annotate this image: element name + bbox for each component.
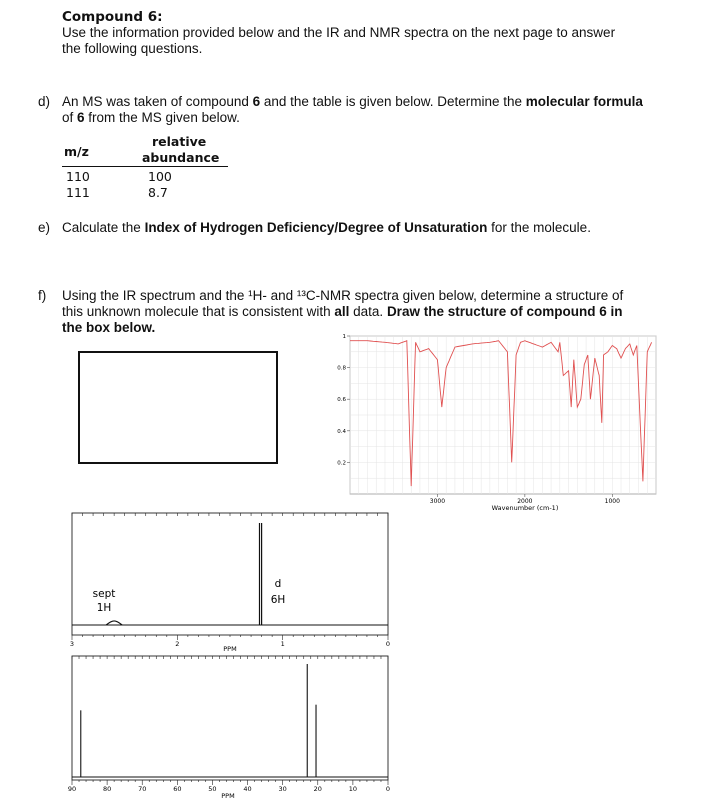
ir-x-tick-label: 3000 — [429, 498, 446, 505]
compound-title: Compound 6: — [62, 9, 163, 25]
ms-table-rule — [62, 166, 228, 167]
c-nmr-chart — [60, 650, 400, 810]
h-nmr-label-sept: sept — [92, 588, 116, 600]
intro-line-1: Use the information provided below and the IR and NMR spectra on the next page to answer — [62, 25, 616, 40]
question-d-line-1: An MS was taken of compound 6 and the table is given below. Determine the molecular formula — [62, 94, 643, 109]
ms-col-header-abundance: abundance — [142, 150, 220, 165]
question-e-text: Calculate the Index of Hydrogen Deficiency/Degree of Unsaturation for the molecule. — [62, 220, 591, 235]
ir-spectrum-chart — [320, 328, 660, 518]
ms-col-header-relative: relative — [152, 134, 207, 149]
c-nmr-tick-label: 30 — [278, 785, 287, 793]
ms-col-header-mz: m/z — [64, 144, 89, 159]
structure-answer-box[interactable] — [78, 351, 278, 464]
ms-row-mz: 110 — [66, 169, 90, 184]
c-nmr-tick-label: 90 — [67, 785, 77, 793]
question-f-line-1: Using the IR spectrum and the ¹H- and ¹³C-NMR spectra given below, determine a structure of — [62, 288, 624, 303]
ir-x-tick-label: 2000 — [517, 498, 533, 505]
question-e-letter: e) — [38, 220, 51, 235]
question-f-line-2: this unknown molecule that is consistent with all data. Draw the structure of compound 6 in — [62, 304, 623, 319]
c-nmr-tick-label: 60 — [173, 785, 182, 793]
intro-line-2: the following questions. — [62, 41, 203, 56]
ir-y-tick-label: 0.2 — [337, 460, 346, 467]
h-nmr-label-d: d — [274, 578, 282, 590]
c-nmr-ticks — [68, 656, 390, 793]
ms-row-mz: 111 — [66, 185, 90, 200]
h-nmr-tick-label: 2 — [175, 640, 180, 648]
c-nmr-tick-label: 20 — [313, 785, 322, 793]
h-nmr-tick-label: 1 — [280, 640, 285, 648]
c-nmr-tick-label: 70 — [138, 785, 147, 793]
ir-series-line — [350, 341, 652, 486]
c-nmr-tick-label: 80 — [102, 785, 112, 793]
h-nmr-peaks — [259, 523, 261, 625]
ms-row-abundance: 100 — [148, 169, 172, 184]
h-nmr-integration-1h: 1H — [96, 602, 112, 614]
h-nmr-ticks — [70, 513, 390, 648]
question-f-line-3: the box below. — [62, 320, 156, 335]
h-nmr-tick-label: 3 — [69, 640, 75, 648]
c-nmr-tick-label: 10 — [348, 785, 358, 793]
h-nmr-peak-sept — [106, 621, 122, 625]
ir-y-tick-label: 0.4 — [337, 428, 346, 435]
c-nmr-tick-label: 0 — [385, 785, 391, 793]
ms-row-abundance: 8.7 — [148, 185, 168, 200]
question-d-line-2: of 6 from the MS given below. — [62, 110, 240, 125]
ir-x-axis-label: Wavenumber (cm-1) — [491, 504, 559, 512]
h-nmr-x-axis-label: PPM — [223, 645, 237, 653]
c-nmr-tick-label: 40 — [243, 785, 252, 793]
ir-y-tick-label: 0.8 — [337, 365, 346, 372]
c-nmr-peaks — [81, 664, 316, 777]
question-d-letter: d) — [38, 94, 51, 109]
h-nmr-tick-label: 0 — [385, 640, 391, 648]
h-nmr-frame — [72, 513, 388, 635]
question-f-letter: f) — [38, 288, 47, 303]
ir-y-ticks — [337, 334, 350, 466]
h-nmr-integration-6h: 6H — [270, 594, 286, 606]
ir-y-tick-label: 0.6 — [337, 397, 346, 404]
h-nmr-chart — [60, 505, 400, 655]
c-nmr-tick-label: 50 — [208, 785, 217, 793]
ir-y-tick-label: 1 — [342, 334, 346, 340]
ir-x-tick-label: 1000 — [604, 498, 620, 505]
ir-gridlines — [350, 336, 656, 494]
c-nmr-frame — [72, 656, 388, 780]
ms-table — [62, 134, 232, 204]
c-nmr-x-axis-label: PPM — [221, 792, 235, 800]
